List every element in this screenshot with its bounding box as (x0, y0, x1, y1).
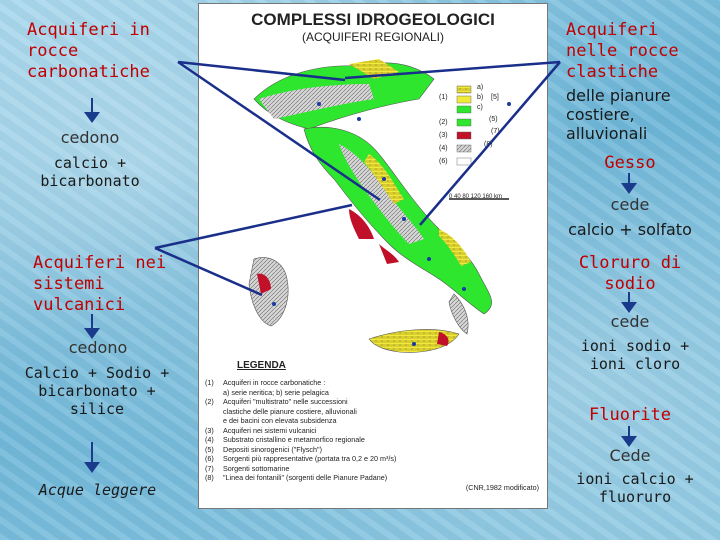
map-credit: (CNR,1982 modificato) (465, 483, 539, 492)
map-code: (5) (489, 116, 498, 123)
map-code: (2) (439, 119, 448, 126)
salt-label: Cloruro di sodio (578, 253, 682, 294)
volcanic-verb: cedono (68, 338, 128, 357)
volcanic-aquifers-label: Acquiferi nei sistemi vulcanici (33, 253, 167, 315)
map-code: b) (477, 94, 484, 101)
legend-row: (2) Acquiferi "multistrato" nelle successioni (205, 397, 348, 406)
map-code: a) (477, 84, 484, 91)
map-code: (4) (439, 145, 448, 152)
down-arrow-icon (620, 173, 638, 195)
gypsum-ions: calcio + solfato (568, 220, 692, 239)
map-code: (1) (439, 94, 448, 101)
legend-row: clastiche delle pianure costiere, alluvionali (223, 406, 357, 416)
map-code: [5] (491, 94, 499, 101)
salt-verb: cede (610, 312, 650, 331)
clastic-aquifers-label: Acquiferi nelle rocce clastiche (566, 20, 679, 82)
legend-title: LEGENDA (237, 360, 286, 371)
legend-row: (6) Sorgenti più rappresentative (portata tra 0,2 e 20 m³/s) (205, 454, 397, 463)
fluorite-label: Fluorite (589, 405, 671, 425)
legend-row: a) serie neritica; b) serie pelagica (223, 387, 329, 397)
legend-row: (4) Substrato cristallino e metamorfico regionale (205, 435, 365, 444)
down-arrow-icon (620, 292, 638, 314)
carbonate-verb: cedono (60, 128, 120, 147)
map-code: c) (477, 104, 483, 111)
down-arrow-icon (620, 426, 638, 448)
map-code: (8) (484, 141, 493, 148)
fluorite-verb: Cede (609, 446, 651, 465)
volcanic-ions: Calcio + Sodio + bicarbonato + silice (24, 364, 170, 418)
gypsum-label: Gesso (604, 153, 656, 173)
legend-row: (3) Acquiferi nei sistemi vulcanici (205, 425, 317, 435)
map-code: (7) (491, 128, 500, 135)
map-subtitle: (ACQUIFERI REGIONALI) (301, 30, 444, 44)
map-code: (6) (439, 158, 448, 165)
carbonate-aquifers-label: Acquiferi in rocce carbonatiche (27, 20, 150, 82)
legend-row: (8) "Linea dei fontanili" (sorgenti delle Pianure Padane) (205, 473, 388, 482)
map-code: (3) (439, 132, 448, 139)
legend-row: (5) Depositi sinorogenici ("Flysch") (205, 444, 322, 454)
salt-ions: ioni sodio + ioni cloro (580, 337, 690, 373)
fluorite-ions: ioni calcio + fluoruro (576, 470, 694, 506)
gypsum-verb: cede (610, 195, 650, 214)
map-title: COMPLESSI IDROGEOLOGICI (251, 10, 495, 29)
light-waters-label: Acque leggere (38, 481, 157, 499)
clastic-aquifers-detail: delle pianure costiere, alluvionali (566, 86, 671, 143)
legend-row: (7) Sorgenti sottomarine (205, 463, 290, 473)
map-scale: 0 40 80 120 160 km (449, 194, 503, 200)
carbonate-ions: calcio + bicarbonato (40, 154, 140, 190)
legend-row: (1) Acquiferi in rocce carbonatiche : (205, 378, 326, 387)
legend-row: e dei bacini con elevata subsidenza (223, 416, 337, 425)
